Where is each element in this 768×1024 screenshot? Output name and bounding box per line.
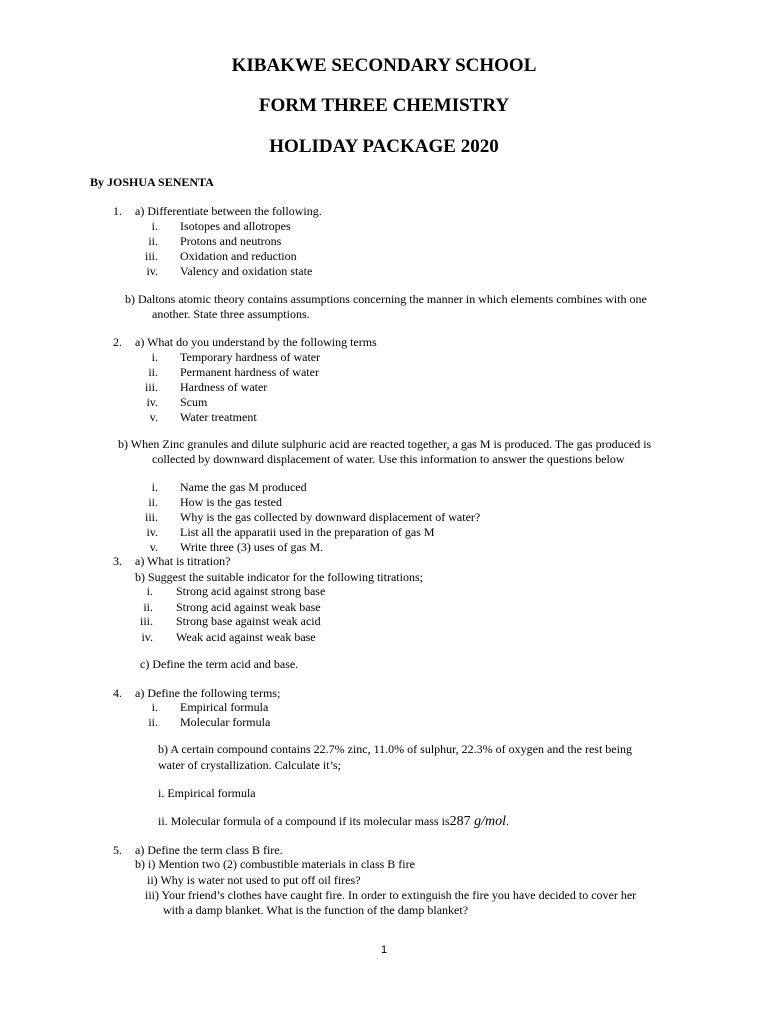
list-numeral: i. [146,584,153,598]
list-item [138,525,435,540]
list-text: Write three (3) uses of gas M. [180,540,324,554]
q3-part-a: a) What is titration? [135,554,231,568]
list-numeral: iii. [144,249,158,263]
list-text: Oxidation and reduction [180,249,297,263]
q5-part-a: a) Define the term class B fire. [135,843,283,857]
list-item [133,584,326,599]
list-item [138,700,269,715]
list-text: Name the gas M produced [180,480,307,494]
list-text: Water treatment [180,410,257,424]
list-text: Isotopes and allotropes [180,219,291,233]
list-numeral: ii. [148,495,158,509]
list-numeral: ii. [143,600,153,614]
list-text: Molecular formula [180,715,271,729]
list-numeral: iv. [146,264,158,278]
q5-part-b-ii: ii) Why is water not used to put off oil fires? [147,873,361,887]
list-text: Hardness of water [180,380,268,394]
list-numeral: iii. [139,614,153,628]
list-numeral: i. [151,350,158,364]
list-item [138,480,307,495]
q5-part-b-iii-line1: iii) Your friend’s clothes have caught fire. In order to extinguish the fire you have decided to cover her [145,888,637,902]
list-item [138,495,282,510]
list-text: Permanent hardness of water [180,365,319,379]
list-item [138,219,291,234]
list-item [133,630,316,645]
list-text: Strong acid against weak base [176,600,321,614]
list-item [138,540,324,555]
list-item [133,614,321,629]
list-item [138,395,208,410]
list-text: Strong acid against strong base [176,584,326,598]
list-item [138,510,481,525]
list-numeral: i. [151,219,158,233]
list-item [138,365,319,380]
q2-number: 2. [113,335,122,349]
q4-part-b-ii-end: . [506,814,509,828]
q4-part-b-ii [158,814,509,829]
molecular-mass-value: 287 [449,814,471,829]
q5-part-b-i: b) i) Mention two (2) combustible materials in class B fire [135,857,415,871]
q3-number: 3. [113,554,122,568]
list-item [138,249,297,264]
q4-part-b-ii-text: ii. Molecular formula of a compound if its molecular mass is [158,814,450,828]
list-item [138,264,313,279]
q5-number: 5. [113,843,122,857]
list-numeral: ii. [148,234,158,248]
list-text: Why is the gas collected by downward displacement of water? [180,510,481,524]
page-number: 1 [380,944,388,956]
q4-part-b-line2: water of crystallization. Calculate it’s; [158,758,341,772]
list-item [138,410,257,425]
document-title: HOLIDAY PACKAGE 2020 [269,136,499,157]
q1-part-a: a) Differentiate between the following. [135,204,322,218]
q3-part-c: c) Define the term acid and base. [140,657,299,671]
list-text: Empirical formula [180,700,269,714]
author-line: By JOSHUA SENENTA [90,175,214,189]
school-name: KIBAKWE SECONDARY SCHOOL [231,55,537,76]
q2-part-b-line2: collected by downward displacement of water. Use this information to answer the questions below [152,452,625,466]
list-numeral: iv. [141,630,153,644]
list-numeral: i. [151,480,158,494]
list-text: Protons and neutrons [180,234,282,248]
list-text: Scum [180,395,208,409]
q5-part-b-iii-line2: with a damp blanket. What is the function of the damp blanket? [163,903,469,917]
q2-part-a: a) What do you understand by the following terms [135,335,377,349]
list-item [133,600,321,615]
list-numeral: iv. [146,395,158,409]
q4-part-a: a) Define the following terms; [135,686,281,700]
list-text: Weak acid against weak base [176,630,316,644]
list-numeral: iii. [144,510,158,524]
q1-number: 1. [113,204,122,218]
q1-part-b-line2: another. State three assumptions. [152,307,310,321]
list-numeral: ii. [148,365,158,379]
list-numeral: v. [149,540,158,554]
q4-part-b-i: i. Empirical formula [158,786,256,800]
list-item [138,715,271,730]
list-numeral: ii. [148,715,158,729]
list-text: Valency and oxidation state [180,264,313,278]
q2-part-b-line1: b) When Zinc granules and dilute sulphuric acid are reacted together, a gas M is produced. The gas produced is [118,437,652,451]
document-subject: FORM THREE CHEMISTRY [258,95,510,116]
list-text: List all the apparatii used in the preparation of gas M [180,525,435,539]
list-text: How is the gas tested [180,495,282,509]
list-numeral: v. [149,410,158,424]
list-text: Strong base against weak acid [176,614,321,628]
q1-part-b-line1: b) Daltons atomic theory contains assumptions concerning the manner in which elements combines with one [125,292,647,306]
list-item [138,380,268,395]
q4-part-b-line1: b) A certain compound contains 22.7% zinc, 11.0% of sulphur, 22.3% of oxygen and the rest being [158,742,632,756]
q4-number: 4. [113,686,122,700]
list-numeral: i. [151,700,158,714]
list-numeral: iv. [146,525,158,539]
molecular-mass-expression [450,814,506,829]
list-item [138,234,282,249]
list-numeral: iii. [144,380,158,394]
molecular-mass-unit: g/mol [474,814,506,829]
q3-part-b: b) Suggest the suitable indicator for the following titrations; [135,570,423,584]
list-text: Temporary hardness of water [180,350,321,364]
list-item [138,350,321,365]
